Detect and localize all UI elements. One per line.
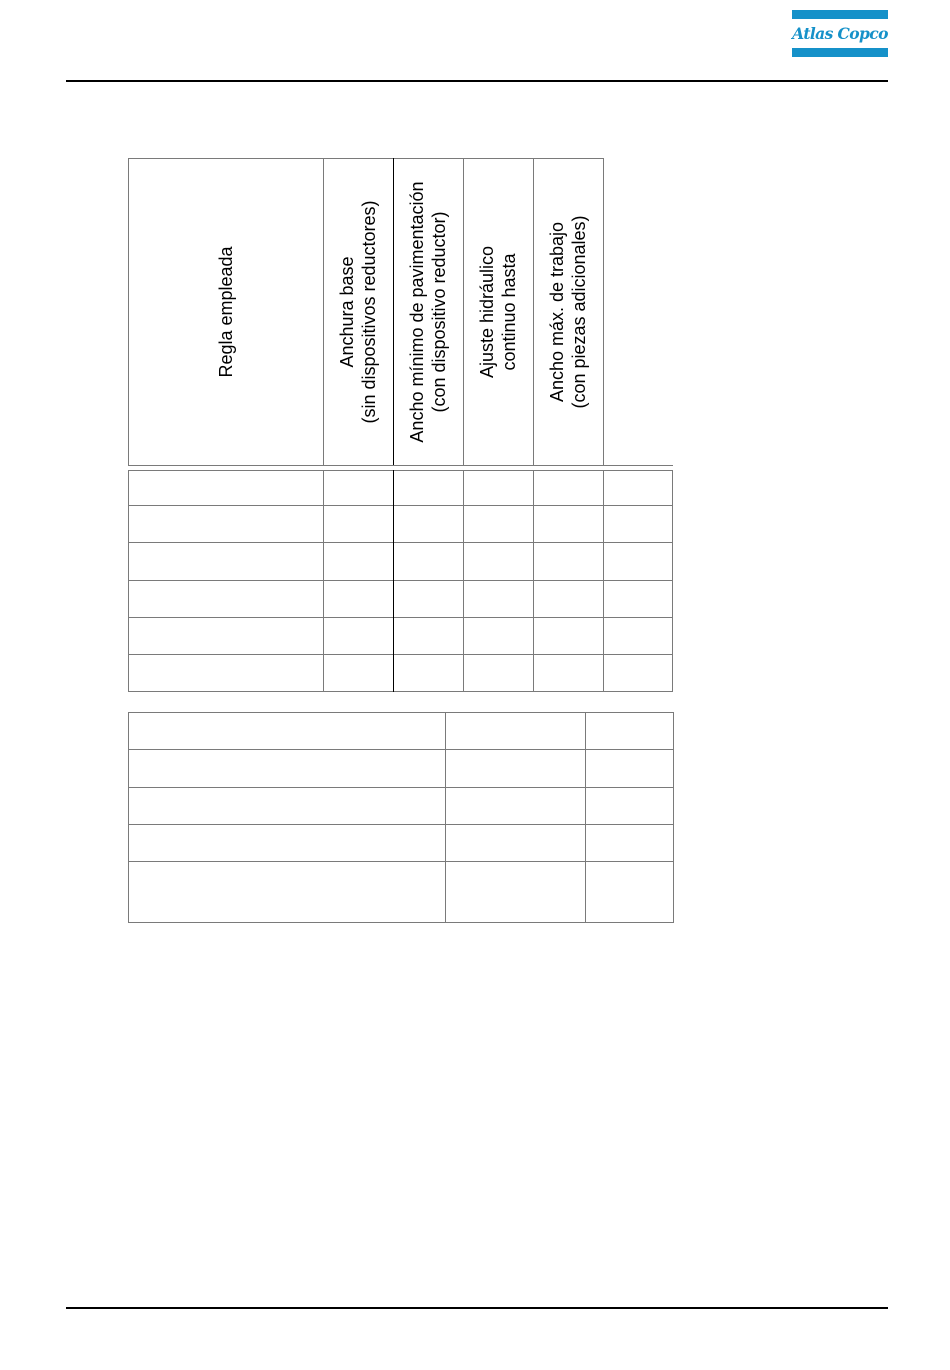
table-row-border <box>128 861 674 862</box>
table-cell <box>591 757 667 777</box>
header-label-line1: Ajuste hidráulico <box>477 245 497 378</box>
table-row-border <box>128 691 673 692</box>
table-cell <box>539 625 597 645</box>
table-cell <box>609 662 666 682</box>
table-row-border <box>128 922 674 923</box>
header-label-line1: Anchura base <box>337 255 357 368</box>
logo-top-bar <box>792 10 888 19</box>
table-cell <box>591 869 667 889</box>
footer-rule <box>66 1307 888 1309</box>
table-cell <box>134 832 439 852</box>
table-column-divider <box>445 712 446 923</box>
table-cell <box>469 588 527 608</box>
header-label <box>336 200 380 423</box>
table-cell <box>134 478 317 498</box>
header-label-line2: continuo hasta <box>499 252 519 371</box>
header-label-line2: (con dispositivo reductor) <box>429 210 449 413</box>
header-column-divider <box>323 158 324 465</box>
table-cell <box>539 478 597 498</box>
table-cell <box>329 513 387 533</box>
header-label <box>476 245 520 377</box>
table-cell <box>134 513 317 533</box>
table-row-border <box>128 505 673 506</box>
table-column-divider <box>585 712 586 923</box>
table-column-divider <box>463 470 464 692</box>
table-cell <box>134 550 317 570</box>
logo-bottom-bar <box>792 48 888 57</box>
table-cell <box>609 625 666 645</box>
table-cell <box>539 662 597 682</box>
table-cell <box>609 550 666 570</box>
table-cell <box>539 550 597 570</box>
table-cell <box>451 832 579 852</box>
header-cell <box>393 158 463 465</box>
header-label <box>215 246 237 377</box>
header-label-line1: Regla empleada <box>215 245 236 378</box>
header-column-divider <box>603 158 604 465</box>
table-column-divider <box>393 470 394 692</box>
table-cell <box>451 757 579 777</box>
header-cell <box>533 158 603 465</box>
table-cell <box>399 478 457 498</box>
table-cell <box>329 588 387 608</box>
header-column-divider <box>393 158 394 465</box>
table-cell <box>591 720 667 740</box>
header-separator-line <box>128 465 673 466</box>
table-cell <box>399 513 457 533</box>
header-rule <box>66 80 888 82</box>
table-cell <box>399 588 457 608</box>
table-cell <box>399 662 457 682</box>
table-cell <box>134 662 317 682</box>
table-row-border <box>128 749 674 750</box>
table-cell <box>609 513 666 533</box>
header-cell <box>128 158 323 465</box>
header-label-line1: Ancho máx. de trabajo <box>547 221 567 402</box>
table-cell <box>134 869 439 889</box>
header-label-line2: (con piezas adicionales) <box>569 214 589 409</box>
table-cell <box>134 720 439 740</box>
table-column-divider <box>128 470 129 692</box>
table-cell <box>469 625 527 645</box>
table-cell <box>539 513 597 533</box>
table-row-border <box>128 580 673 581</box>
logo-wordmark: Atlas Copco <box>792 24 888 43</box>
table-row-border <box>128 824 674 825</box>
table-cell <box>609 588 666 608</box>
table-cell <box>134 795 439 815</box>
table-column-divider <box>603 470 604 692</box>
table-cell <box>591 795 667 815</box>
table-cell <box>329 625 387 645</box>
table-column-divider <box>128 712 129 923</box>
table-cell <box>469 513 527 533</box>
table-cell <box>469 478 527 498</box>
header-column-divider <box>463 158 464 465</box>
header-column-divider <box>128 158 129 465</box>
header-cell <box>323 158 393 465</box>
header-label-line1: Ancho mínimo de pavimentación <box>407 180 427 443</box>
table-column-divider <box>533 470 534 692</box>
table-cell <box>329 478 387 498</box>
table-cell <box>399 550 457 570</box>
table-row-border <box>128 712 674 713</box>
table-column-divider <box>323 470 324 692</box>
table-cell <box>329 662 387 682</box>
table-cell <box>469 550 527 570</box>
table-cell <box>591 832 667 852</box>
table-cell <box>451 795 579 815</box>
header-label-line2: (sin dispositivos reductores) <box>359 199 379 424</box>
table-cell <box>134 625 317 645</box>
table-cell <box>329 550 387 570</box>
header-cell <box>463 158 533 465</box>
header-separator-line <box>128 470 673 471</box>
table-row-border <box>128 542 673 543</box>
table-cell <box>134 588 317 608</box>
table-cell <box>399 625 457 645</box>
table-cell <box>451 720 579 740</box>
table-row-border <box>128 654 673 655</box>
table-cell <box>609 478 666 498</box>
table-row-border <box>128 787 674 788</box>
table-cell <box>469 662 527 682</box>
atlas-copco-logo <box>792 10 888 57</box>
header-column-divider <box>533 158 534 465</box>
table-cell <box>539 588 597 608</box>
table-cell <box>134 757 439 777</box>
header-label <box>546 215 590 408</box>
header-label <box>406 181 450 442</box>
table-cell <box>451 869 579 889</box>
table-row-border <box>128 617 673 618</box>
table-column-divider <box>672 470 673 692</box>
table-column-divider <box>673 712 674 923</box>
